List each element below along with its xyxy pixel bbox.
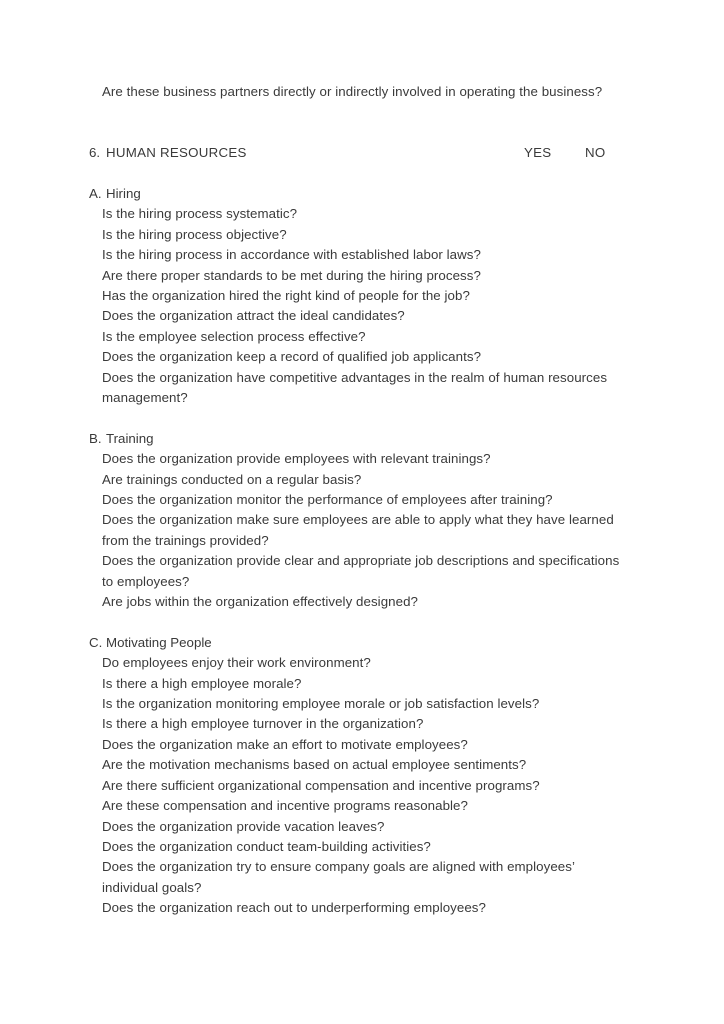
spacer [0,612,724,632]
subsection-letter: B. [89,430,102,446]
question-item: Does the organization provide employees with relevant trainings? [102,451,491,467]
subsection [0,633,724,919]
question-item: Does the organization have competitive advantages in the realm of human resources management? [102,369,608,406]
question-item: Is there a high employee turnover in the organization? [102,716,424,732]
question-list [0,653,724,918]
subsection-letter: C. [89,634,103,650]
subsection-letter: A. [89,185,102,201]
section-heading-row [0,143,724,163]
question-item: Is there a high employee morale? [102,675,302,691]
spacer [0,164,724,184]
column-header-yes: YES [524,145,552,161]
subsection [0,184,724,408]
subsection-title: Hiring [106,185,141,201]
subsection-list [0,184,724,919]
question-item: Does the organization attract the ideal candidates? [102,308,405,324]
question-item: Does the organization monitor the performance of employees after training? [102,492,553,508]
question-item: Has the organization hired the right kind of people for the job? [102,288,470,303]
subsection-heading [0,633,724,653]
question-item: Is the hiring process objective? [102,226,287,242]
subsection [0,429,724,613]
question-item: Are there proper standards to be met during the hiring process? [102,267,481,283]
question-item: Does the organization try to ensure company goals are aligned with employees’ individual goals? [102,859,575,895]
question-item: Are there sufficient organizational compensation and incentive programs? [102,777,540,793]
intro-question-block [0,82,724,102]
question-item: Does the organization make an effort to motivate employees? [102,736,468,752]
question-item: Are jobs within the organization effectively designed? [102,594,419,610]
intro-question: Are these business partners directly or indirectly involved in operating the business? [102,84,603,99]
question-item: Does the organization keep a record of qualified job applicants? [102,349,482,365]
question-item: Does the organization conduct team-building activities? [102,838,431,854]
question-item: Are these compensation and incentive programs reasonable? [102,798,468,814]
question-item: Does the organization provide clear and appropriate job descriptions and specifications to employees? [102,553,620,589]
subsection-title: Training [106,430,154,446]
question-item: Is the organization monitoring employee morale or job satisfaction levels? [102,696,540,712]
document-content [0,82,724,919]
question-item: Is the employee selection process effective? [102,328,366,344]
question-item: Does the organization provide vacation leaves? [102,818,385,834]
subsection-heading [0,184,724,204]
section-number: 6. [89,145,101,161]
question-item: Does the organization make sure employees are able to apply what they have learned from the trainings provided? [102,512,614,548]
spacer [0,102,724,143]
question-item: Are the motivation mechanisms based on actual employee sentiments? [102,757,527,773]
question-item: Are trainings conducted on a regular basis? [102,471,362,487]
question-item: Do employees enjoy their work environment? [102,655,371,671]
question-item: Is the hiring process in accordance with established labor laws? [102,247,481,263]
spacer [0,408,724,428]
subsection-heading [0,429,724,449]
question-list [0,204,724,408]
question-list [0,449,724,612]
column-header-no: NO [585,145,606,161]
subsection-title: Motivating People [106,634,212,650]
section-title: HUMAN RESOURCES [106,145,247,161]
question-item: Does the organization reach out to underperforming employees? [102,900,486,916]
question-item: Is the hiring process systematic? [102,206,298,222]
